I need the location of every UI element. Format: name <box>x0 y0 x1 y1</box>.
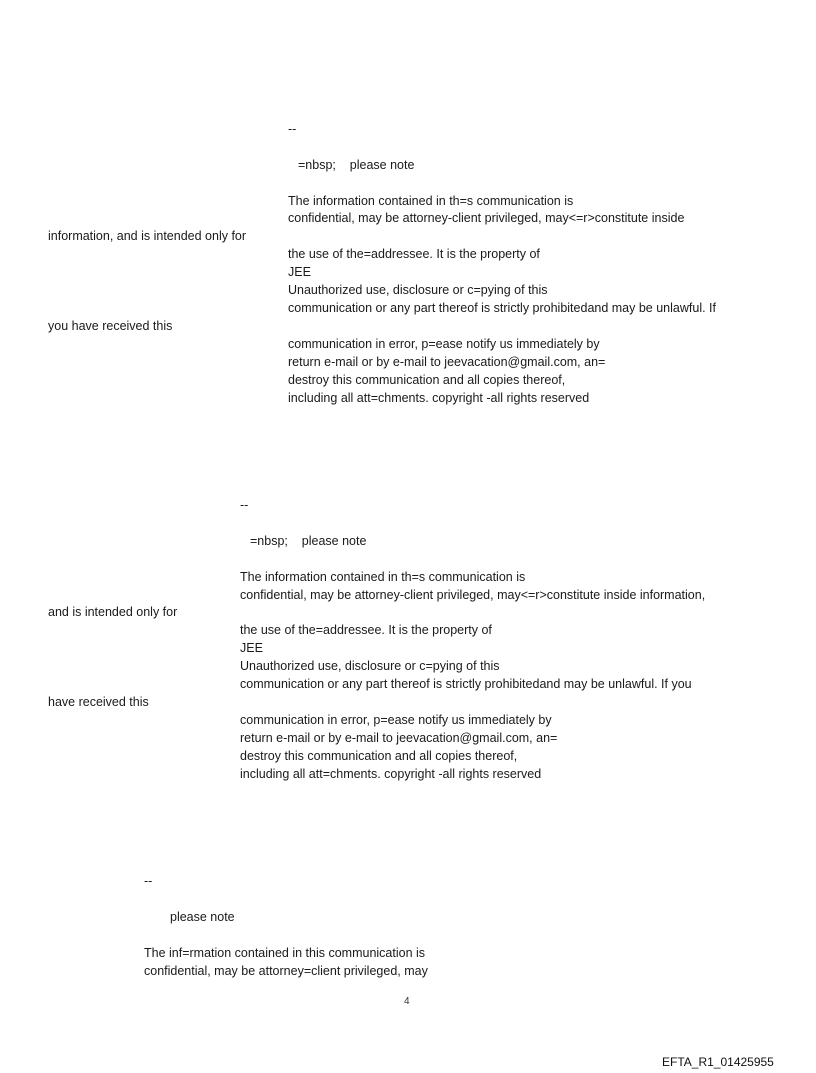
separator: -- <box>288 122 297 136</box>
separator: -- <box>240 498 249 512</box>
disclaimer-line: return e-mail or by e-mail to jeevacation@gmail.com, an= <box>288 355 606 369</box>
disclaimer-line: the use of the=addressee. It is the property of <box>240 623 492 637</box>
disclaimer-line: communication or any part thereof is strictly prohibitedand may be unlawful. If you <box>240 677 692 691</box>
disclaimer-line: JEE <box>240 641 263 655</box>
disclaimer-line: communication in error, p=ease notify us immediately by <box>288 337 600 351</box>
disclaimer-line: Unauthorized use, disclosure or c=pying of this <box>240 659 500 673</box>
disclaimer-line: confidential, may be attorney-client privileged, may<=r>constitute inside information, <box>240 588 706 602</box>
disclaimer-line: including all att=chments. copyright -all rights reserved <box>240 767 542 781</box>
disclaimer-line: JEE <box>288 265 311 279</box>
disclaimer-line: communication or any part thereof is strictly prohibitedand may be unlawful. If <box>288 301 716 315</box>
disclaimer-line: communication in error, p=ease notify us immediately by <box>240 713 552 727</box>
disclaimer-line: you have received this <box>48 319 173 333</box>
disclaimer-line: confidential, may be attorney=client privileged, may <box>144 964 428 978</box>
please-note: =nbsp; please note <box>250 534 367 548</box>
disclaimer-line: including all att=chments. copyright -all rights reserved <box>288 391 590 405</box>
disclaimer-line: The information contained in th=s communication is <box>288 194 574 208</box>
page-number: 4 <box>404 996 410 1007</box>
disclaimer-line: and is intended only for <box>48 605 178 619</box>
separator: -- <box>144 874 153 888</box>
disclaimer-line: have received this <box>48 695 149 709</box>
please-note: please note <box>170 910 235 924</box>
disclaimer-line: information, and is intended only for <box>48 229 247 243</box>
please-note: =nbsp; please note <box>298 158 415 172</box>
disclaimer-line: confidential, may be attorney-client privileged, may<=r>constitute inside <box>288 211 685 225</box>
disclaimer-line: The information contained in th=s communication is <box>240 570 526 584</box>
disclaimer-line: return e-mail or by e-mail to jeevacation@gmail.com, an= <box>240 731 558 745</box>
disclaimer-line: Unauthorized use, disclosure or c=pying of this <box>288 283 548 297</box>
disclaimer-line: destroy this communication and all copies thereof, <box>240 749 518 763</box>
disclaimer-line: The inf=rmation contained in this communication is <box>144 946 426 960</box>
disclaimer-line: the use of the=addressee. It is the property of <box>288 247 540 261</box>
disclaimer-line: destroy this communication and all copies thereof, <box>288 373 566 387</box>
document-id: EFTA_R1_01425955 <box>662 1055 774 1069</box>
